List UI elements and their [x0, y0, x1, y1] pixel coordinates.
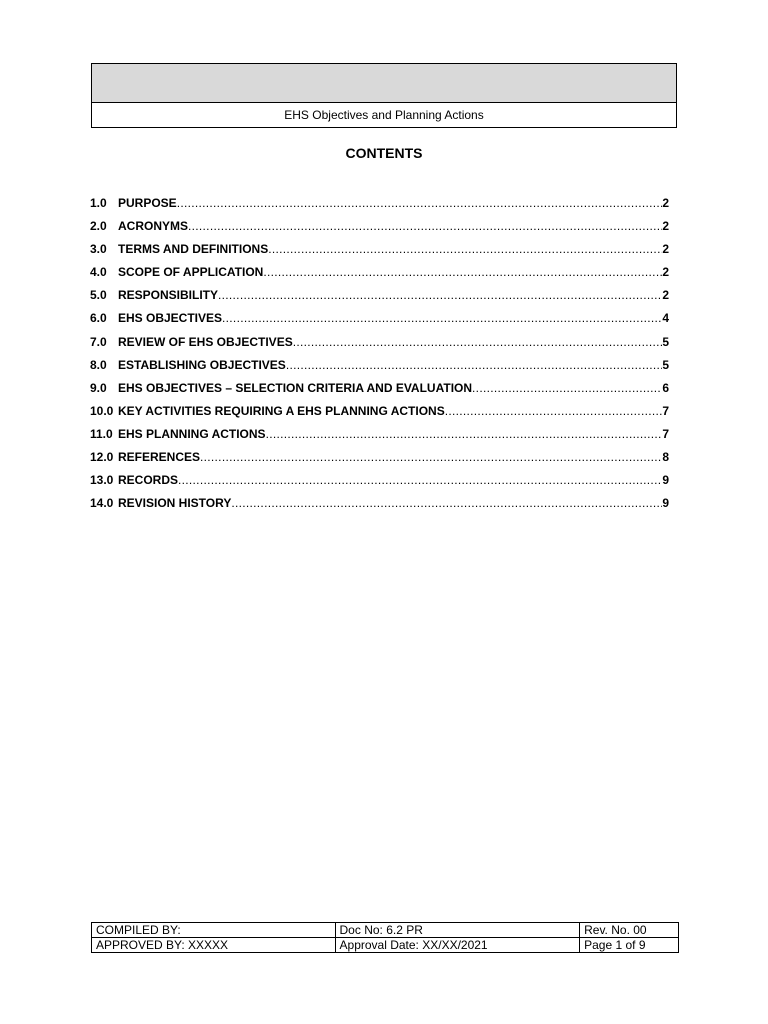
toc-entry[interactable]: [90, 496, 669, 519]
toc-entry[interactable]: [90, 427, 669, 450]
toc-entry-page: 5: [662, 357, 669, 372]
toc-dot-leader: [472, 381, 662, 395]
toc-entry[interactable]: [90, 404, 669, 427]
toc-dot-leader: [231, 496, 662, 510]
toc-entry-page: 2: [662, 196, 669, 210]
toc-entry[interactable]: [90, 311, 669, 334]
toc-dot-leader: [293, 335, 663, 349]
toc-dot-leader: [263, 265, 662, 279]
toc-entry-page: 8: [662, 450, 669, 465]
revision-number: Rev. No. 00: [580, 923, 679, 938]
toc-entry-page: 2: [662, 288, 669, 303]
toc-entry-number: 14.0: [90, 496, 114, 511]
toc-entry[interactable]: [90, 335, 669, 358]
toc-dot-leader: [188, 219, 662, 233]
toc-entry[interactable]: [90, 196, 669, 219]
toc-dot-leader: [178, 473, 662, 487]
toc-entry[interactable]: [90, 288, 669, 311]
toc-entry-number: 13.0: [90, 473, 114, 488]
toc-entry[interactable]: [90, 242, 669, 265]
footer-row-1: [92, 923, 679, 938]
toc-entry[interactable]: [90, 265, 669, 288]
approved-by: APPROVED BY: XXXXX: [92, 938, 336, 953]
toc-entry-number: 10.0: [90, 403, 114, 418]
toc-entry-label: SCOPE OF APPLICATION: [118, 265, 264, 280]
toc-entry-number: 8.0: [90, 357, 107, 372]
toc-entry-page: 7: [662, 426, 669, 441]
header-shaded-band: [92, 64, 676, 103]
document-footer: [91, 922, 679, 953]
toc-entry-page: 5: [662, 334, 669, 349]
toc-entry[interactable]: [90, 450, 669, 473]
toc-entry-number: 3.0: [90, 242, 107, 257]
toc-entry[interactable]: [90, 381, 669, 404]
contents-heading: CONTENTS: [345, 145, 423, 161]
toc-dot-leader: [445, 404, 663, 418]
toc-entry-page: 2: [662, 242, 669, 257]
table-of-contents: [90, 196, 669, 519]
toc-dot-leader: [218, 288, 662, 302]
document-title: EHS Objectives and Planning Actions: [284, 108, 484, 122]
toc-entry-page: 6: [662, 380, 669, 395]
toc-entry-label: REFERENCES: [118, 450, 201, 465]
toc-entry-label: EHS PLANNING ACTIONS: [118, 426, 266, 441]
toc-entry-number: 11.0: [90, 426, 113, 441]
footer-row-2: [92, 938, 679, 953]
toc-entry-page: 9: [662, 473, 669, 488]
page-number: Page 1 of 9: [580, 938, 679, 953]
toc-dot-leader: [266, 427, 663, 441]
toc-entry-number: 7.0: [90, 334, 107, 349]
toc-entry-page: 9: [662, 496, 669, 511]
toc-entry-label: ACRONYMS: [118, 219, 189, 234]
doc-number: Doc No: 6.2 PR: [335, 923, 580, 938]
toc-entry-page: 2: [662, 265, 669, 280]
toc-entry-page: 7: [662, 403, 669, 418]
toc-entry-label: RESPONSIBILITY: [118, 288, 219, 303]
toc-dot-leader: [286, 358, 663, 372]
toc-dot-leader: [200, 450, 662, 464]
toc-entry[interactable]: [90, 219, 669, 242]
toc-entry-label: TERMS AND DEFINITIONS: [118, 242, 269, 257]
toc-dot-leader: [222, 311, 662, 325]
toc-entry-label: PURPOSE: [118, 196, 177, 210]
toc-entry-number: 5.0: [90, 288, 107, 303]
toc-entry-number: 12.0: [90, 450, 114, 465]
toc-entry-page: 2: [662, 219, 669, 234]
toc-dot-leader: [177, 196, 663, 210]
toc-entry[interactable]: [90, 358, 669, 381]
toc-entry-number: 2.0: [90, 219, 107, 234]
toc-entry-label: REVISION HISTORY: [118, 496, 232, 511]
toc-entry-number: 1.0: [90, 196, 107, 210]
toc-entry-page: 4: [662, 311, 669, 326]
toc-entry-label: RECORDS: [118, 473, 179, 488]
toc-entry-label: EHS OBJECTIVES: [118, 311, 223, 326]
toc-entry-label: KEY ACTIVITIES REQUIRING A EHS PLANNING ACTIONS: [118, 403, 445, 418]
toc-entry-number: 9.0: [90, 380, 107, 395]
compiled-by: COMPILED BY:: [92, 923, 336, 938]
toc-entry-number: 6.0: [90, 311, 107, 326]
toc-entry[interactable]: [90, 473, 669, 496]
document-header: [91, 63, 677, 128]
toc-dot-leader: [268, 242, 662, 256]
toc-entry-label: ESTABLISHING OBJECTIVES: [118, 357, 286, 372]
toc-entry-label: REVIEW OF EHS OBJECTIVES: [118, 334, 293, 349]
toc-entry-number: 4.0: [90, 265, 107, 280]
toc-entry-label: EHS OBJECTIVES – SELECTION CRITERIA AND EVALUATION: [118, 380, 473, 395]
approval-date: Approval Date: XX/XX/2021: [335, 938, 580, 953]
